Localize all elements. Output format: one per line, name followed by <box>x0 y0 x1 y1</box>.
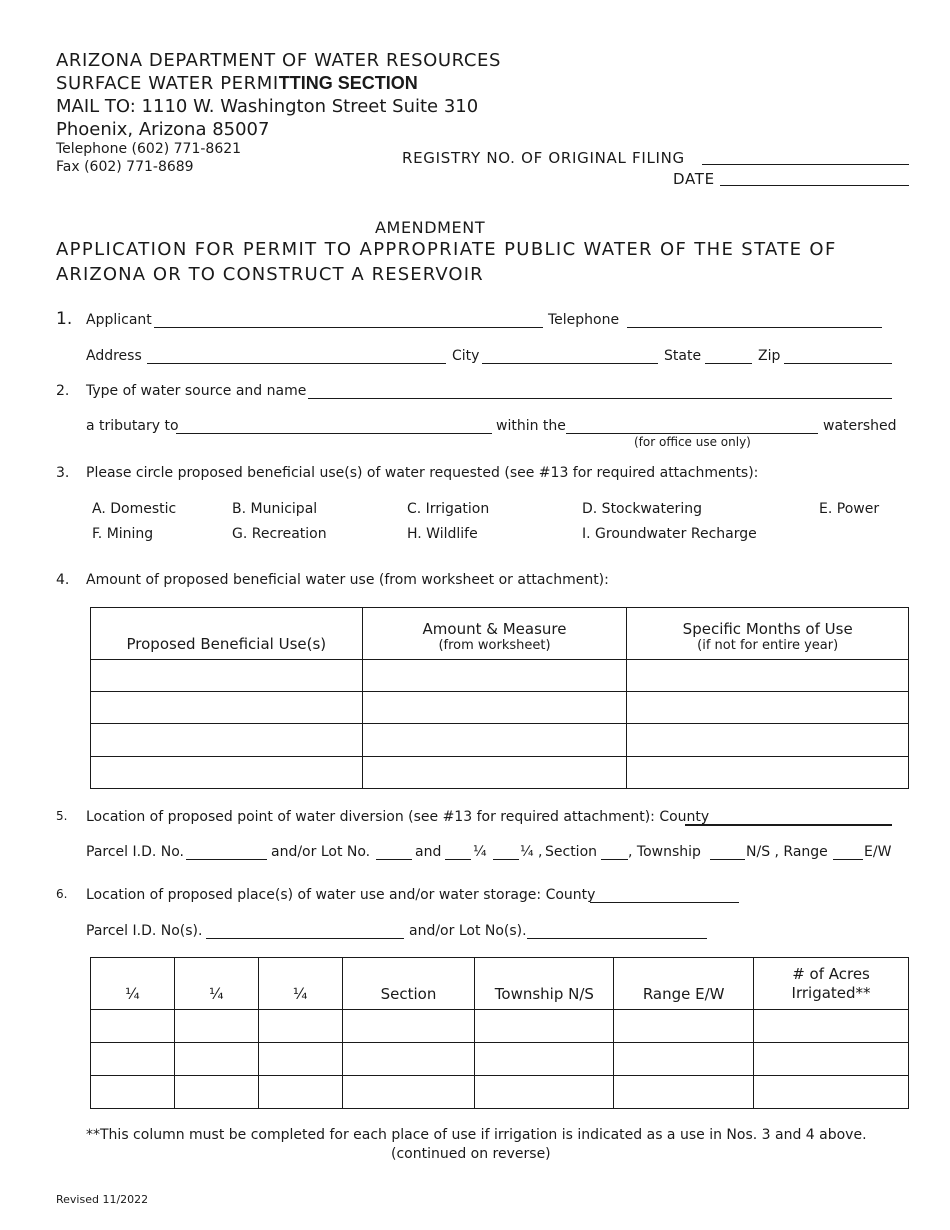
city-label: City <box>452 348 480 364</box>
table-cell[interactable] <box>91 757 363 789</box>
table-cell[interactable] <box>258 1010 342 1043</box>
department-name: ARIZONA DEPARTMENT OF WATER RESOURCES <box>56 50 502 71</box>
parcel-numbers-label: Parcel I.D. No(s). <box>86 923 203 939</box>
table-cell[interactable] <box>475 1043 614 1076</box>
watershed-label: watershed <box>823 418 897 434</box>
zip-field[interactable] <box>784 363 892 364</box>
table-cell[interactable] <box>754 1076 909 1109</box>
quarter-label-2: ¼ , <box>520 844 543 860</box>
beneficial-use-question: Please circle proposed beneficial use(s) of water requested (see #13 for required attachments): <box>86 465 759 481</box>
column-header-section: Section <box>342 958 475 1010</box>
tributary-label: a tributary to <box>86 418 179 434</box>
table-cell[interactable] <box>627 692 909 724</box>
amount-question: Amount of proposed beneficial water use (from worksheet or attachment): <box>86 572 609 588</box>
table-cell[interactable] <box>362 692 627 724</box>
table-row <box>91 660 909 692</box>
use-option-domestic[interactable]: A. Domestic <box>92 501 177 517</box>
table-cell[interactable] <box>754 1010 909 1043</box>
diversion-question: Location of proposed point of water diversion (see #13 for required attachment): County <box>86 809 710 825</box>
item-number-6: 6. <box>56 887 68 901</box>
table-cell[interactable] <box>91 1076 175 1109</box>
water-source-label: Type of water source and name <box>86 383 307 399</box>
city-field[interactable] <box>482 363 658 364</box>
zip-label: Zip <box>758 348 781 364</box>
table-cell[interactable] <box>342 1043 475 1076</box>
table-cell[interactable] <box>627 757 909 789</box>
irrigation-footnote: **This column must be completed for each place of use if irrigation is indicated as a use in Nos. 3 and 4 above. <box>86 1127 867 1143</box>
item-number-1: 1. <box>56 309 73 329</box>
table-cell[interactable] <box>174 1043 258 1076</box>
date-field[interactable] <box>720 185 909 186</box>
table-cell[interactable] <box>91 692 363 724</box>
place-of-use-table <box>90 957 909 1109</box>
diversion-county-field[interactable] <box>685 824 892 826</box>
within-label: within the <box>496 418 566 434</box>
quarter-field-2[interactable] <box>493 859 519 860</box>
telephone-number: Telephone (602) 771-8621 <box>56 141 242 157</box>
column-header-quarter-3: ¼ <box>258 958 342 1010</box>
tributary-field[interactable] <box>176 433 492 434</box>
range-field[interactable] <box>833 859 863 860</box>
column-header-quarter-1: ¼ <box>91 958 175 1010</box>
table-cell[interactable] <box>342 1010 475 1043</box>
applicant-label: Applicant <box>86 312 152 328</box>
column-header-acres: # of Acres Irrigated** <box>754 958 909 1010</box>
table-cell[interactable] <box>614 1043 754 1076</box>
continued-note: (continued on reverse) <box>391 1146 551 1162</box>
table-cell[interactable] <box>627 724 909 757</box>
column-header-amount: Amount & Measure (from worksheet) <box>362 608 627 660</box>
table-row <box>91 1010 909 1043</box>
lot-numbers-field[interactable] <box>527 938 707 939</box>
column-header-quarter-2: ¼ <box>174 958 258 1010</box>
use-option-mining[interactable]: F. Mining <box>92 526 154 542</box>
form-title-line2: ARIZONA OR TO CONSTRUCT A RESERVOIR <box>56 264 484 285</box>
table-row <box>91 692 909 724</box>
use-option-municipal[interactable]: B. Municipal <box>232 501 318 517</box>
lot-label: and/or Lot No. <box>271 844 371 860</box>
section-field[interactable] <box>601 859 628 860</box>
column-header-use: Proposed Beneficial Use(s) <box>91 608 363 660</box>
lot-numbers-label: and/or Lot No(s). <box>409 923 527 939</box>
address-label: Address <box>86 348 142 364</box>
table-cell[interactable] <box>174 1076 258 1109</box>
table-cell[interactable] <box>258 1043 342 1076</box>
beneficial-use-table <box>90 607 909 789</box>
applicant-field[interactable] <box>154 327 543 328</box>
table-cell[interactable] <box>91 1010 175 1043</box>
state-label: State <box>664 348 702 364</box>
column-header-range: Range E/W <box>614 958 754 1010</box>
table-cell[interactable] <box>174 1010 258 1043</box>
range-label: N/S , Range <box>746 844 828 860</box>
watershed-field[interactable] <box>566 433 818 434</box>
use-option-groundwater-recharge[interactable]: I. Groundwater Recharge <box>582 526 757 542</box>
table-cell[interactable] <box>91 1043 175 1076</box>
table-cell[interactable] <box>614 1010 754 1043</box>
township-label: , Township <box>628 844 701 860</box>
telephone-label: Telephone <box>548 312 620 328</box>
parcel-numbers-field[interactable] <box>206 938 404 939</box>
city-address: Phoenix, Arizona 85007 <box>56 119 270 140</box>
table-cell[interactable] <box>362 660 627 692</box>
form-title-line1: APPLICATION FOR PERMIT TO APPROPRIATE PUBLIC WATER OF THE STATE OF <box>56 239 837 260</box>
use-option-power[interactable]: E. Power <box>819 501 880 517</box>
table-cell[interactable] <box>362 724 627 757</box>
table-cell[interactable] <box>342 1076 475 1109</box>
mail-address: MAIL TO: 1110 W. Washington Street Suite 310 <box>56 96 479 117</box>
registry-field[interactable] <box>702 164 909 165</box>
item-number-3: 3. <box>56 465 70 481</box>
table-cell[interactable] <box>91 724 363 757</box>
table-cell[interactable] <box>754 1043 909 1076</box>
section-name: SURFACE WATER PERMITTING SECTION <box>56 73 418 94</box>
quarter-label-1: ¼ <box>473 844 487 860</box>
water-source-field[interactable] <box>308 398 892 399</box>
table-cell[interactable] <box>362 757 627 789</box>
column-header-months: Specific Months of Use (if not for entire year) <box>627 608 909 660</box>
table-cell[interactable] <box>258 1076 342 1109</box>
table-cell[interactable] <box>91 660 363 692</box>
telephone-field[interactable] <box>627 327 882 328</box>
registry-label: REGISTRY NO. OF ORIGINAL FILING <box>402 149 685 167</box>
parcel-field[interactable] <box>186 859 267 860</box>
table-row <box>91 724 909 757</box>
table-row <box>91 1043 909 1076</box>
item-number-5: 5. <box>56 809 68 823</box>
address-field[interactable] <box>147 363 446 364</box>
use-option-wildlife[interactable]: H. Wildlife <box>407 526 478 542</box>
table-row <box>91 757 909 789</box>
table-cell[interactable] <box>475 1010 614 1043</box>
and-label: and <box>415 844 442 860</box>
quarter-field-1[interactable] <box>445 859 471 860</box>
parcel-label: Parcel I.D. No. <box>86 844 184 860</box>
use-option-recreation[interactable]: G. Recreation <box>232 526 327 542</box>
column-header-township: Township N/S <box>475 958 614 1010</box>
use-option-stockwatering[interactable]: D. Stockwatering <box>582 501 702 517</box>
table-cell[interactable] <box>627 660 909 692</box>
item-number-2: 2. <box>56 383 70 399</box>
fax-number: Fax (602) 771-8689 <box>56 159 194 175</box>
office-use-note: (for office use only) <box>634 435 751 449</box>
revision-date: Revised 11/2022 <box>56 1193 149 1206</box>
lot-field[interactable] <box>376 859 412 860</box>
township-field[interactable] <box>710 859 745 860</box>
state-field[interactable] <box>705 363 752 364</box>
table-row <box>91 1076 909 1109</box>
use-option-irrigation[interactable]: C. Irrigation <box>407 501 490 517</box>
table-cell[interactable] <box>475 1076 614 1109</box>
table-cell[interactable] <box>614 1076 754 1109</box>
item-number-4: 4. <box>56 572 70 588</box>
section-label: Section <box>545 844 598 860</box>
amendment-label: AMENDMENT <box>375 218 486 237</box>
date-label: DATE <box>673 170 715 188</box>
place-county-field[interactable] <box>590 902 739 903</box>
ew-label: E/W <box>864 844 892 860</box>
place-of-use-question: Location of proposed place(s) of water use and/or water storage: County <box>86 887 596 903</box>
